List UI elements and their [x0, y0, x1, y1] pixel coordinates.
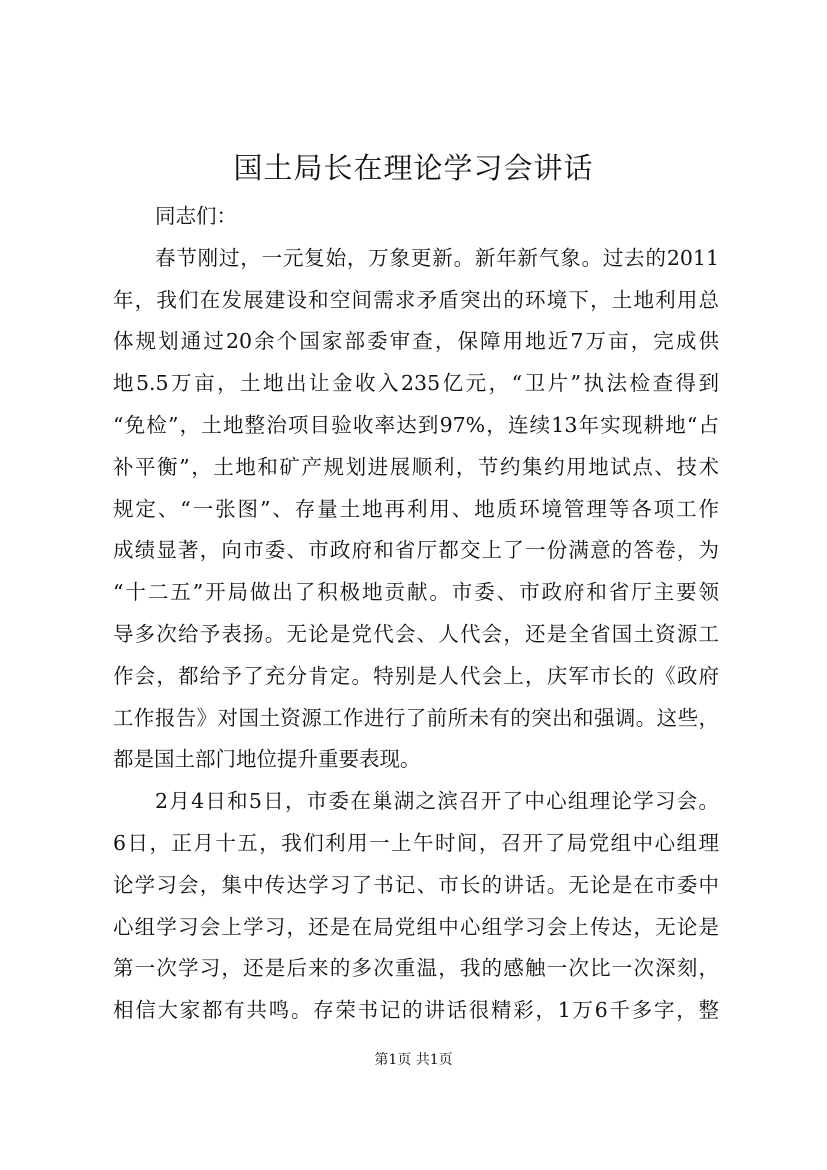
- paragraph-line: “十二五”开局做出了积极地贡献。市委、市政府和省厅主要领: [113, 580, 719, 605]
- paragraph-line: 相信大家都有共鸣。存荣书记的讲话很精彩，1万6千多字，整: [113, 998, 719, 1023]
- paragraph-line: 成绩显著，向市委、市政府和省厅都交上了一份满意的答卷，为: [113, 538, 719, 563]
- paragraph-line: 6日，正月十五，我们利用一上午时间，召开了局党组中心组理: [113, 830, 719, 855]
- paragraph-line: 作会，都给予了充分肯定。特别是人代会上，庆军市长的《政府: [113, 663, 719, 688]
- document-title: 国土局长在理论学习会讲话: [233, 151, 594, 185]
- paragraph-line: 心组学习会上学习，还是在局党组中心组学习会上传达，无论是: [113, 914, 719, 939]
- paragraph-line: 导多次给予表扬。无论是党代会、人代会，还是全省国土资源工: [113, 621, 719, 646]
- paragraph-line: 论学习会，集中传达学习了书记、市长的讲话。无论是在市委中: [113, 872, 719, 897]
- paragraph-line: 第一次学习，还是后来的多次重温，我的感触一次比一次深刻，: [113, 956, 719, 981]
- paragraph-line: 补平衡”，土地和矿产规划进展顺利，节约集约用地试点、技术: [113, 454, 719, 479]
- paragraph-line: 地5.5万亩，土地出让金收入235亿元，“卫片”执法检查得到: [113, 371, 719, 396]
- greeting-line: 同志们：: [155, 204, 237, 228]
- page-number-footer: 第1页 共1页: [374, 1052, 453, 1068]
- paragraph-line: 2月4日和5日，市委在巢湖之滨召开了中心组理论学习会。: [155, 789, 719, 814]
- paragraph-line: 规定、“一张图”、存量土地再利用、地质环境管理等各项工作: [113, 496, 719, 521]
- document-body: [113, 196, 719, 1032]
- paragraph-line: 工作报告》对国土资源工作进行了前所未有的突出和强调。这些，: [113, 705, 719, 730]
- paragraph-line: 体规划通过20余个国家部委审查，保障用地近7万亩，完成供: [113, 329, 719, 354]
- paragraph-line: 年，我们在发展建设和空间需求矛盾突出的环境下，土地利用总: [113, 287, 719, 312]
- paragraph-line: “免检”，土地整治项目验收率达到97%，连续13年实现耕地“占: [113, 412, 719, 437]
- paragraph-line: 春节刚过，一元复始，万象更新。新年新气象。过去的2011: [155, 245, 719, 270]
- paragraph-line: 都是国土部门地位提升重要表现。: [113, 747, 421, 772]
